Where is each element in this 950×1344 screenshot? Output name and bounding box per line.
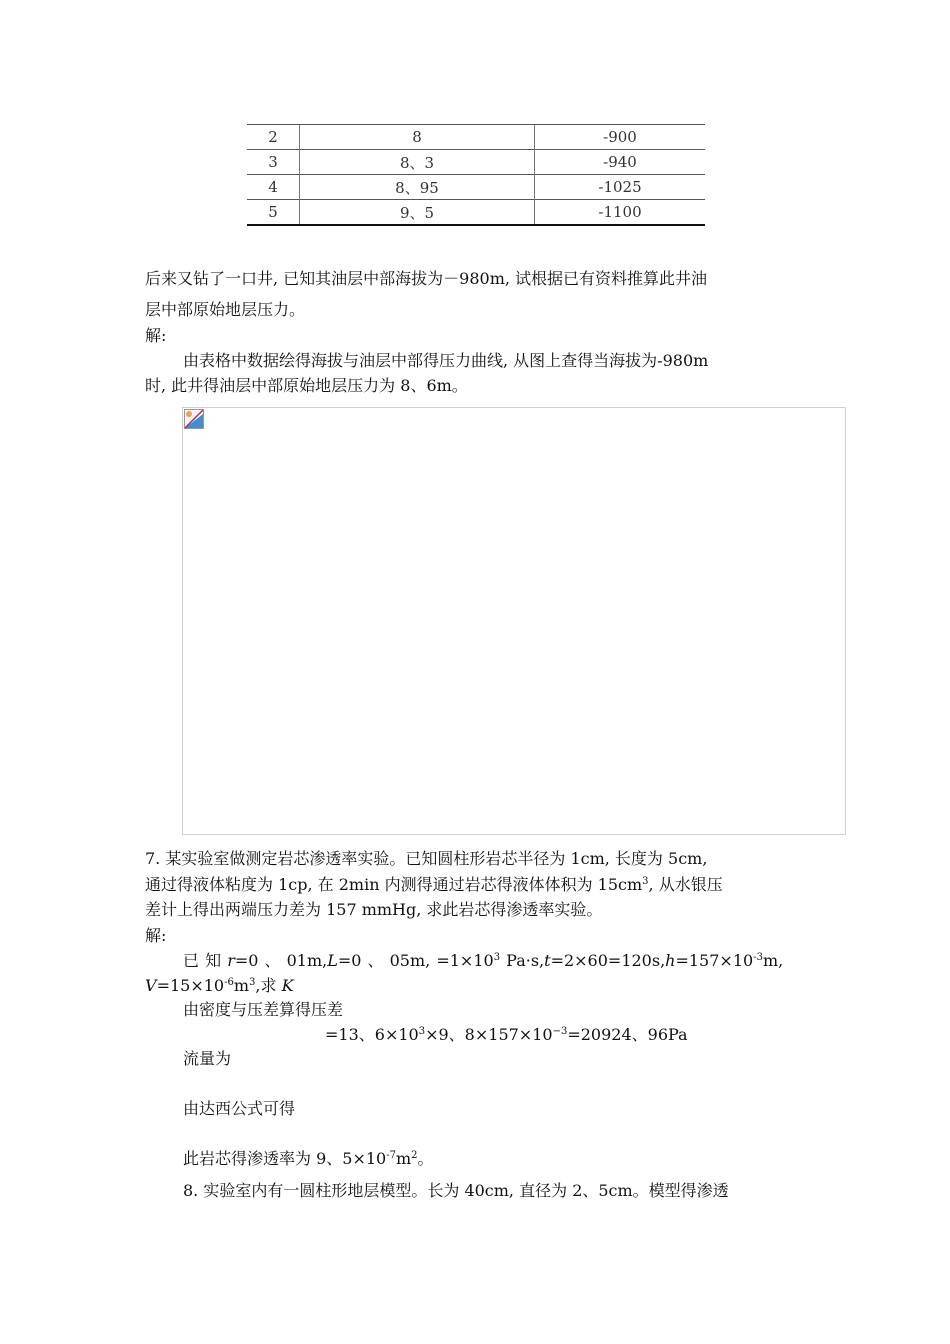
- solution-1-line-2: 时, 此井得油层中部原始地层压力为 8、6m。: [145, 376, 468, 395]
- table-cell: -900: [535, 125, 706, 150]
- table-cell: 3: [247, 150, 300, 175]
- solution-label-2: 解:: [145, 926, 167, 945]
- table-cell: -940: [535, 150, 706, 175]
- table-row: [247, 175, 705, 200]
- table-cell: 4: [247, 175, 300, 200]
- known-values-line: 已 知 r=0 、 01m,L=0 、 05m, $=1\times 10^3$ $Pa\cdot s,t=2\times 60=120s,h=157\times 10^{-3}m$,: [183, 951, 784, 970]
- question-6-text-line-2: 层中部原始地层压力。: [145, 300, 306, 319]
- table-cell: -1100: [535, 200, 706, 226]
- broken-image-icon: [184, 409, 204, 429]
- table-row: [247, 150, 705, 175]
- solution-label-1: 解:: [145, 326, 167, 345]
- table-row: [247, 125, 705, 150]
- known-volume-line: $V=15\times 10^{-6}m^3$,求 K: [145, 976, 294, 995]
- table-cell: 2: [247, 125, 300, 150]
- chart-image-placeholder: [182, 407, 846, 835]
- table-cell: 9、5: [300, 200, 535, 226]
- table-cell: 8、3: [300, 150, 535, 175]
- data-table: [247, 124, 705, 226]
- flow-line: 流量为: [183, 1049, 232, 1068]
- table-row: [247, 200, 705, 226]
- question-8-line-1: 8. 实验室内有一圆柱形地层模型。长为 40cm, 直径为 2、5cm。模型得渗透: [183, 1181, 729, 1200]
- permeability-result: 此岩芯得渗透率为 9、$5\times 10^{-7}m^2$。: [183, 1149, 434, 1168]
- question-7-line-3: 差计上得出两端压力差为 157 mmHg, 求此岩芯得渗透率实验。: [145, 900, 603, 919]
- table-cell: 8、95: [300, 175, 535, 200]
- question-7-line-2: 通过得液体粘度为 1cp, 在 2min 内测得通过岩芯得液体体积为 $15cm^3$, 从水银压: [145, 875, 723, 894]
- table-cell: -1025: [535, 175, 706, 200]
- table-cell: 8: [300, 125, 535, 150]
- darcy-line: 由达西公式可得: [183, 1099, 296, 1118]
- question-7-line-1: 7. 某实验室做测定岩芯渗透率实验。已知圆柱形岩芯半径为 1cm, 长度为 5cm,: [145, 849, 708, 868]
- solution-1-line-1: 由表格中数据绘得海拔与油层中部得压力曲线, 从图上查得当海拔为-980m: [183, 351, 709, 370]
- table-cell: 5: [247, 200, 300, 226]
- pressure-formula: =13、$6\times 10^3\times 9$、$8\times 157\times 10^{-3}=20924$、96Pa: [325, 1025, 688, 1044]
- question-6-text-line-1: 后来又钻了一口井, 已知其油层中部海拔为－980m, 试根据已有资料推算此井油: [145, 269, 708, 288]
- density-line: 由密度与压差算得压差: [183, 1000, 344, 1019]
